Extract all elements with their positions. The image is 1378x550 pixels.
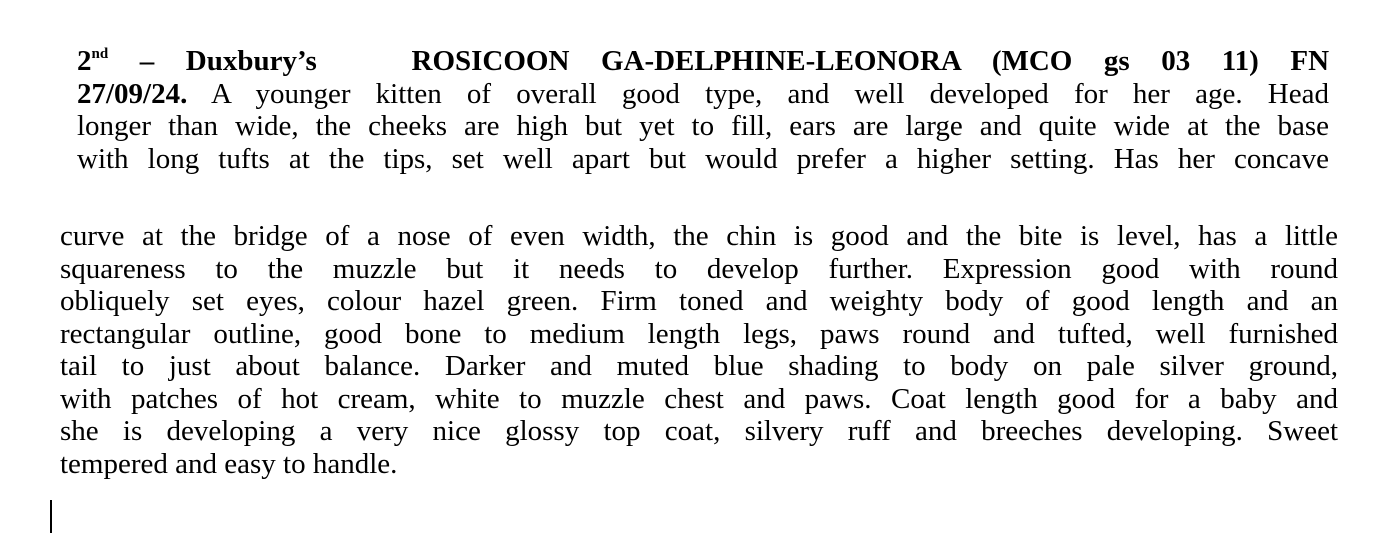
paragraph-2-line-3: obliquely set eyes, colour hazel green. Firm toned and weighty body of good length and an	[60, 285, 1338, 317]
paragraph-2-line-7: she is developing a very nice glossy top coat, silvery ruff and breeches developing. Sweet	[60, 415, 1338, 447]
judge-report-paragraph-1	[77, 45, 1329, 175]
text-cursor[interactable]	[50, 500, 52, 533]
paragraph-2-line-6: with patches of hot cream, white to muzzle chest and paws. Coat length good for a baby and	[60, 382, 1338, 415]
paragraph-2-line-1: curve at the bridge of a nose of even width, the chin is good and the bite is level, has a little	[60, 220, 1338, 252]
date-of-birth: 27/09/24.	[77, 77, 188, 110]
placing-number: 2	[77, 45, 92, 77]
paragraph-1-line-1	[77, 45, 1329, 78]
paragraph-2-line-4: rectangular outline, good bone to medium length legs, paws round and tufted, well furnished	[60, 317, 1338, 350]
paragraph-2-line-5: tail to just about balance. Darker and muted blue shading to body on pale silver ground,	[60, 350, 1338, 382]
owner-name: Duxbury’s	[185, 45, 317, 77]
paragraph-1-line-2	[77, 78, 1329, 111]
placing-heading	[77, 45, 1329, 77]
placing-dash: –	[139, 45, 155, 77]
placing-suffix: nd	[91, 46, 109, 62]
paragraph-1-line-2-text: A younger kitten of overall good type, and well developed for her age. Head	[210, 77, 1329, 110]
paragraph-2-line-8: tempered and easy to handle.	[60, 447, 398, 480]
cat-name: ROSICOON GA-DELPHINE-LEONORA (MCO gs 03 11) FN	[411, 45, 1330, 77]
paragraph-1-line-3: longer than wide, the cheeks are high but yet to fill, ears are large and quite wide at the base	[77, 110, 1329, 142]
paragraph-2-line-2: squareness to the muzzle but it needs to develop further. Expression good with round	[60, 252, 1338, 285]
judge-report-paragraph-2	[60, 220, 1338, 480]
paragraph-1-line-4: with long tufts at the tips, set well apart but would prefer a higher setting. Has her concave	[77, 142, 1329, 175]
